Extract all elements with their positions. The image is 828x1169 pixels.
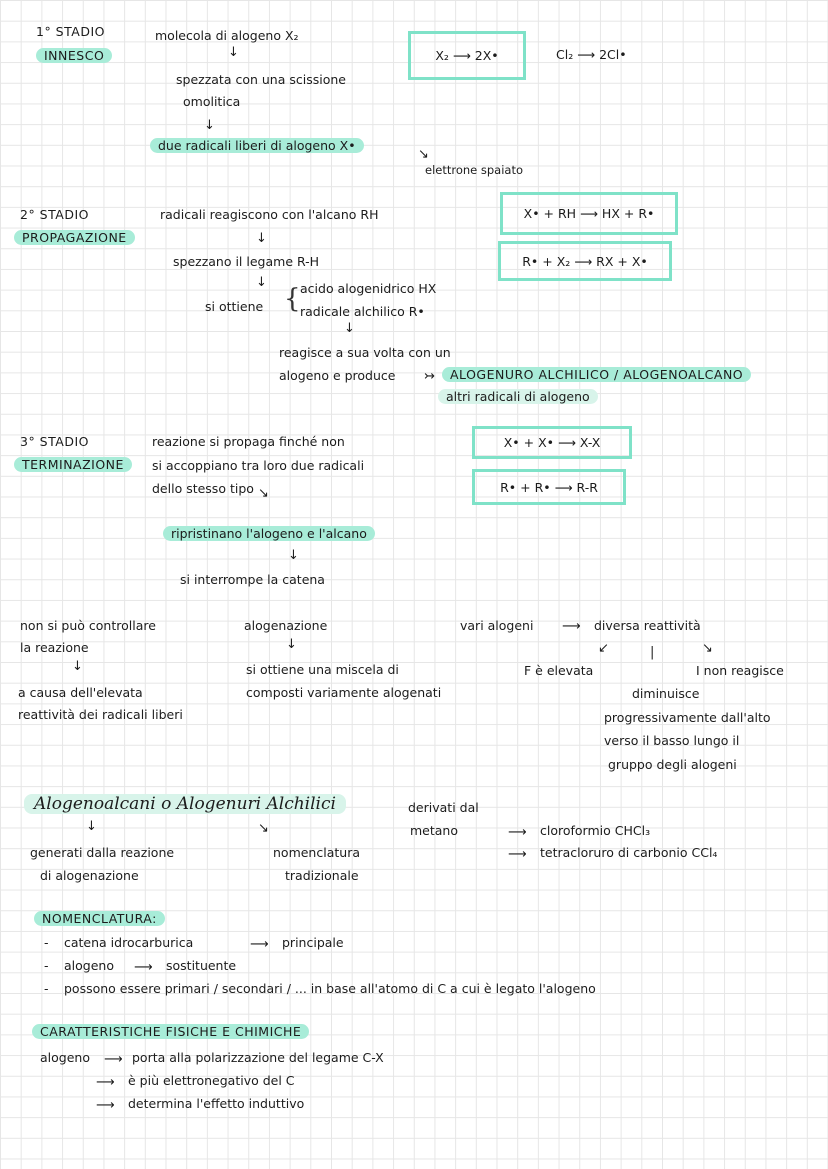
control-line3: a causa dell'elevata — [18, 685, 143, 700]
stage3-equation-box1: X• + X• ⟶ X-X — [472, 426, 632, 459]
generated-line2: di alogenazione — [40, 868, 139, 883]
arrow-curve-icon: ↘ — [258, 821, 269, 836]
arrow-down-icon: ↓ — [204, 118, 215, 133]
stage2-label: 2° STADIO — [20, 207, 89, 222]
generated-line1: generati dalla reazione — [30, 845, 175, 860]
arrow-down-icon: ↓ — [86, 819, 97, 834]
stage1-name: INNESCO — [36, 48, 112, 63]
stage1-line3: omolitica — [183, 94, 241, 109]
characteristics-item2: è più elettronegativo del C — [128, 1073, 295, 1088]
arrow-right-icon: ⟶ — [134, 960, 153, 975]
stage3-line3: dello stesso tipo — [152, 481, 254, 496]
nomenclature-item3: possono essere primari / secondari / ... in base all'atomo di C a cui è legato l'alogeno — [64, 981, 596, 996]
nomenclature-item2-value: sostituente — [166, 958, 237, 973]
stage1-line2: spezzata con una scissione — [176, 72, 346, 87]
stage3-equation-box2: R• + R• ⟶ R-R — [472, 469, 626, 505]
reactivity-halogens: vari alogeni — [460, 618, 534, 633]
stage2-line2: spezzano il legame R-H — [173, 254, 320, 269]
derived-line1: derivati dal — [408, 800, 479, 815]
control-line4: reattività dei radicali liberi — [18, 707, 183, 722]
derived-tetrachloride: tetracloruro di carbonio CCl₄ — [540, 845, 718, 860]
arrow-down-icon: ↓ — [344, 321, 355, 336]
arrow-branch-icon: ↣ — [424, 369, 435, 384]
halogenation-title: alogenazione — [244, 618, 328, 633]
nomenclature-traditional-line2: tradizionale — [285, 868, 359, 883]
arrow-right-icon: ⟶ — [96, 1098, 115, 1113]
reactivity-different: diversa reattività — [594, 618, 701, 633]
stage2-product2: altri radicali di alogeno — [438, 389, 598, 404]
arrow-down-icon: ↓ — [228, 45, 239, 60]
control-line1: non si può controllare — [20, 618, 156, 633]
arrow-right-icon: ⟶ — [96, 1075, 115, 1090]
arrow-down-icon: ↓ — [256, 275, 267, 290]
line-down-icon: | — [650, 645, 655, 660]
arrow-curve-icon: ↘ — [418, 147, 429, 162]
arrow-right-icon: ⟶ — [250, 937, 269, 952]
nomenclature-bullet: - — [44, 981, 49, 996]
arrow-down-icon: ↓ — [288, 548, 299, 563]
characteristics-subject: alogeno — [40, 1050, 90, 1065]
stage2-name: PROPAGAZIONE — [14, 230, 135, 245]
stage3-line2: si accoppiano tra loro due radicali — [152, 458, 365, 473]
reactivity-line1: diminuisce — [632, 686, 700, 701]
stage1-line1: molecola di alogeno X₂ — [155, 28, 299, 43]
arrow-left-down-icon: ↙ — [598, 641, 609, 656]
stage3-line4: ripristinano l'alogeno e l'alcano — [163, 526, 375, 541]
reactivity-iodine: I non reagisce — [696, 663, 784, 678]
reactivity-fluorine: F è elevata — [524, 663, 594, 678]
stage2-branch2: radicale alchilico R• — [300, 304, 425, 319]
control-line2: la reazione — [20, 640, 89, 655]
brace-icon: { — [284, 284, 301, 314]
halogenation-line2: composti variamente alogenati — [246, 685, 442, 700]
stage2-line3: si ottiene — [205, 299, 264, 314]
derived-chloroform: cloroformio CHCl₃ — [540, 823, 651, 838]
stage1-equation-box: X₂ ⟶ 2X• — [408, 31, 526, 80]
stage2-equation-box1: X• + RH ⟶ HX + R• — [500, 192, 678, 235]
derived-line2: metano — [410, 823, 458, 838]
stage1-line4: due radicali liberi di alogeno X• — [150, 138, 364, 153]
stage3-name: TERMINAZIONE — [14, 457, 132, 472]
arrow-right-down-icon: ↘ — [702, 641, 713, 656]
nomenclature-item1: catena idrocarburica — [64, 935, 194, 950]
stage2-branch1: acido alogenidrico HX — [300, 281, 437, 296]
arrow-right-icon: ⟶ — [508, 825, 527, 840]
stage1-label: 1° STADIO — [36, 24, 105, 39]
stage3-line1: reazione si propaga finché non — [152, 434, 345, 449]
reactivity-line4: gruppo degli alogeni — [608, 757, 737, 772]
nomenclature-bullet: - — [44, 935, 49, 950]
characteristics-item3: determina l'effetto induttivo — [128, 1096, 305, 1111]
arrow-right-icon: ⟶ — [562, 619, 581, 634]
stage2-equation-box2: R• + X₂ ⟶ RX + X• — [498, 241, 672, 281]
arrow-down-icon: ↓ — [72, 659, 83, 674]
alogenoalcani-title: Alogenoalcani o Alogenuri Alchilici — [24, 794, 346, 814]
stage3-label: 3° STADIO — [20, 434, 89, 449]
characteristics-heading: CARATTERISTICHE FISICHE E CHIMICHE — [32, 1024, 309, 1039]
arrow-curve-icon: ↘ — [258, 486, 269, 501]
nomenclature-bullet: - — [44, 958, 49, 973]
stage2-line4: reagisce a sua volta con un — [279, 345, 451, 360]
reactivity-line2: progressivamente dall'alto — [604, 710, 771, 725]
halogenation-line1: si ottiene una miscela di — [246, 662, 399, 677]
stage2-product1: ALOGENURO ALCHILICO / ALOGENOALCANO — [442, 367, 751, 382]
arrow-right-icon: ⟶ — [104, 1052, 123, 1067]
stage2-line5: alogeno e produce — [279, 368, 396, 383]
stage1-equation-chlorine: Cl₂ ⟶ 2Cl• — [556, 47, 627, 62]
nomenclature-item2: alogeno — [64, 958, 114, 973]
nomenclature-item1-value: principale — [282, 935, 344, 950]
stage1-line5: elettrone spaiato — [425, 163, 524, 177]
arrow-down-icon: ↓ — [286, 637, 297, 652]
nomenclature-traditional-line1: nomenclatura — [273, 845, 360, 860]
nomenclature-heading: NOMENCLATURA: — [34, 911, 165, 926]
stage2-line1: radicali reagiscono con l'alcano RH — [160, 207, 379, 222]
stage3-line5: si interrompe la catena — [180, 572, 325, 587]
characteristics-item1: porta alla polarizzazione del legame C-X — [132, 1050, 384, 1065]
reactivity-line3: verso il basso lungo il — [604, 733, 740, 748]
arrow-down-icon: ↓ — [256, 231, 267, 246]
arrow-right-icon: ⟶ — [508, 847, 527, 862]
